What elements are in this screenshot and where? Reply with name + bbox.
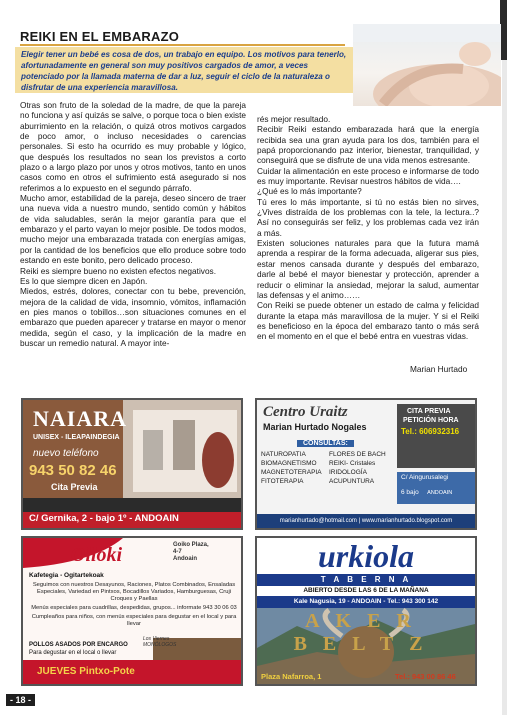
oloki-jueves: JUEVES Pintxo-Pote [37,666,135,677]
ad-urkiola-akerbeltz[interactable] [255,536,477,686]
paragraph: Miedos, estrés, dolores, conectar con tu bebe, prevención, mejora de la calidad de vida, insomnio, vómitos, inflamación en pies manos o tobillos…son situaciones comunes en el embarazo que pueden aparecer y tratarse en mayor o menor medida, según el caso, y la implicación de la madre en buscar un remedio natural. A mayor inte- [20,286,246,348]
akerbeltz-name: AKER BELTZ [293,610,439,655]
naiara-subtitle: UNISEX - ILEAPAINDEGIA [33,434,120,441]
oloki-name: Olloki [71,544,123,566]
paragraph: Recibir Reiki estando embarazada hará que la energía recibida sea una gran ayuda para los dos, también para el papá proporcionando paz interior, bienestar, tranquilidad, y conseguirá que se disfrute de una vida menos estresante. [257,124,479,166]
title-underline [20,44,345,46]
uraitz-addr2: 6 bajo [401,489,419,496]
uraitz-service: BIOMAGNETISMO [261,460,317,467]
oloki-address: 4-7 [173,549,182,555]
oloki-monologos: Los Viernes MONÓLOGOS [143,636,177,648]
urkiola-hours: ABIERTO DESDE LAS 6 DE LA MAÑANA [303,587,429,594]
paragraph: Tú eres lo más importante, si tú no estás bien no sirves, ¿Vives distraída de los problemas con la tele, la lectura..?Así no conseguirás ser feliz, y los problemas cada vez irán a más. [257,196,479,238]
oloki-item: Cumpleaños para niños, con menús especiales para degustar en el local y para llevar [31,614,237,627]
uraitz-service: MAGNETOTERAPIA [261,469,322,476]
uraitz-addr3: ANDOAIN [427,490,453,496]
uraitz-footer[interactable]: marianhurtado@hotmail.com | www.marianhurtado.blogspot.com [257,514,475,528]
paragraph: Cuidar la alimentación en este proceso e informarse de todo es muy importante. Revisar nuestros hábitos de vida…. [257,165,479,187]
oloki-item: Menús especiales para cuadrillas, despedidas, grupos... informate 943 30 06 03 [31,605,237,611]
oloki-pollos-sub: Para degustar en el local o llevar [29,650,117,656]
uraitz-tel[interactable]: Tel.: 606932316 [401,427,460,436]
naiara-address: C/ Gernika, 2 - bajo 1º - ANDOAIN [29,513,179,524]
article-column-left [20,100,246,348]
article-title: REIKI EN EL EMBARAZO [20,29,180,44]
uraitz-addr1: C/ Aingurusalegi [401,474,449,481]
paragraph: Otras son fruto de la soledad de la madre, de que la pareja no funciona y así quizás se salve, o porque toca o bien existe aburrimiento en la relación, o quizá otros motivos cargados de poco amor, o incluso necesidades o carencias personales. Si esto ha ocurrido es muy probable y lógico, que después los resultados no sean los previstos a corto plazo o a largo plazo por unos y otros motivos, tanto en unos casos como en otros el sufrimiento está asegurado si nos referimos a lo expuesto en el segundo párrafo. [20,100,247,193]
uraitz-consultas: CONSULTAS: [297,440,354,447]
page-number: - 18 - [6,694,35,706]
article-column-right [257,114,479,342]
article-intro: Elegir tener un bebé es cosa de dos, un trabajo en equipo. Los motivos para tenerlo, afortunadamente en general son muy positivos cargados de amor, a veces potenciado por la llamada materna de dar a luz, seguir el ciclo de la naturaleza o disfrutar de una experiencia maravillosa. [15,47,355,93]
oloki-pollos-title: POLLOS ASADOS POR ENCARGO [29,642,128,648]
page-edge-light [502,60,507,715]
urkiola-name: urkiola [317,538,415,574]
paragraph: Con Reiki se puede obtener un estado de calma y felicidad durante la etapa más maravillosa de la mujer. Y si el Reiki es beneficioso en la época del embarazo tanto o más será en el momento en el que el bebé entra en vuestras vidas. [257,300,479,342]
oloki-item: Seguimos con nuestros Desayunos, Raciones, Platos Combinados, Ensaladas Especiales, Variedad en Pintxos, Bocadillos Variados, Hamburguesas, Cruji Croques y Paellas [32,582,236,602]
paragraph: rés mejor resultado. [257,114,331,124]
uraitz-address-box [397,472,475,504]
akerbeltz-address: Plaza Nafarroa, 1 [261,672,322,681]
naiara-cita: Cita Previa [51,482,98,492]
paragraph: ¿Qué es lo más importante? [257,186,362,197]
page-edge-dark [500,0,507,60]
uraitz-name: Centro Uraitz [263,404,348,420]
ad-naiara[interactable] [21,398,243,530]
naiara-name: NAIARA [33,406,127,431]
urkiola-taberna: T A B E R N A [257,574,475,586]
author-signature: Marian Hurtado [410,364,468,374]
uraitz-service: FITOTERAPIA [261,478,304,485]
naiara-phone-label: nuevo teléfono [33,448,99,459]
uraitz-service: ACUPUNTURA [329,478,375,485]
uraitz-person: Marian Hurtado Nogales [263,422,367,432]
oloki-address: Andoain [173,556,197,562]
oloki-address: Goiko Plaza, [173,542,209,548]
uraitz-service: NATUROPATIA [261,451,306,458]
uraitz-service: REIKI- Cristales [329,460,376,467]
paragraph: Reiki es siempre bueno no existen efectos negativos. [20,265,217,276]
pregnancy-photo [353,24,501,106]
urkiola-address[interactable]: Kale Nagusia, 19 - ANDOAIN - Tel.: 943 300 142 [257,596,475,608]
paragraph: Es lo que siempre dicen en Japón. [20,275,148,286]
uraitz-cita: CITA PREVIA [407,408,451,415]
ad-oloki[interactable] [21,536,243,686]
ad-centro-uraitz[interactable] [255,398,477,530]
paragraph: Existen soluciones naturales para que la futura mamá aprenda a respirar de la forma adecuada, aligerar sus pies, estar menos cansada durante y después del embarazo, darle al bebé el mayor bienestar y protección, aprender a reducir o eliminar la ansiedad, mejorar la salud, aumentar las defensas y el animo…… [257,238,479,300]
oloki-subtitle: Kafetegia - Ogitartekoak [29,572,104,579]
uraitz-service: IRIDOLOGÍA [329,469,367,476]
uraitz-peticion: PETICIÓN HORA [403,417,459,424]
uraitz-service: FLORES DE BACH [329,451,386,458]
paragraph: Mucho amor, estabilidad de la pareja, deseo sincero de traer una nueva vida a nuestro mundo, sentido común y hábitos de vida saludables, serán la mejor garantía para que el embarazo y el parto vayan lo mejor posible. De todos modos, mucho mejor una embarazada tratada con energías amigas, por la cantidad de los beneficios que ello produce sobre todo estando en este bonito, pero delicado proceso. [20,193,246,266]
naiara-phone[interactable]: 943 50 82 46 [29,462,117,479]
akerbeltz-tel[interactable]: Tel.: 943 00 86 46 [395,672,456,681]
